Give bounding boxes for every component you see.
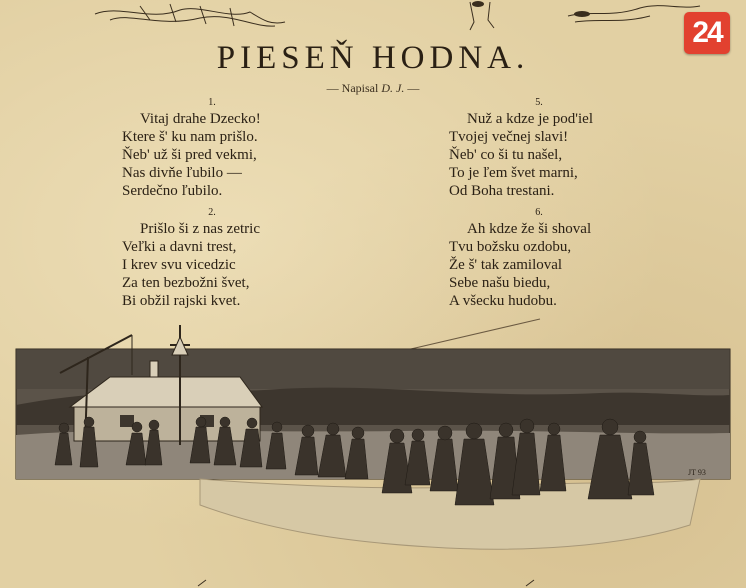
poem-line: Ktere š' ku nam prišlo. <box>122 129 258 145</box>
artist-signature: JT 93 <box>688 468 706 477</box>
poem-line: Ňeb' už ši pred vekmi, <box>122 147 257 163</box>
poem-line: Nas divňe ľubilo — <box>122 165 242 181</box>
poem-line: Ňeb' co ši tu našel, <box>449 147 563 163</box>
stanza-1 <box>122 97 322 200</box>
poem-line: Tvojej večnej slavi! <box>449 129 569 145</box>
stanza-number: 1. <box>208 97 216 108</box>
bottom-edge-marks <box>0 578 746 588</box>
site-logo-24: 24 <box>684 12 730 54</box>
stanza-number: 5. <box>535 97 543 108</box>
stanza-2 <box>122 207 322 310</box>
poem-line: Bi obžil rajski kvet. <box>122 293 241 309</box>
poem-line: Od Boha trestani. <box>449 183 555 199</box>
top-ornament-illustration <box>0 0 746 34</box>
poem-line: Prišlo ši z nas zetric <box>140 221 260 237</box>
stanza-6 <box>449 207 649 310</box>
byline-prefix: — Napisal <box>326 81 379 95</box>
poem-line: Serdečno ľubilo. <box>122 183 223 199</box>
poem-line: Ah kdze že ši shoval <box>467 221 592 237</box>
poem-line: Tvu božsku ozdobu, <box>449 239 572 255</box>
poem-line: To je ľem švet marni, <box>449 165 578 181</box>
poem-line: I krev svu vicedzic <box>122 257 236 273</box>
poem-line: Nuž a kdze je pod'iel <box>467 111 593 127</box>
stanza-number: 6. <box>535 207 543 218</box>
poem-line: A všecku hudobu. <box>449 293 557 309</box>
poem-line: Vitaj drahe Dzecko! <box>140 111 261 127</box>
poem-line: Sebe našu biedu, <box>449 275 551 291</box>
poem-title: PIESEŇ HODNA. <box>216 40 530 76</box>
poem-line: Veľki a davni trest, <box>122 239 237 255</box>
stanza-5 <box>449 97 649 200</box>
stanza-number: 2. <box>208 207 216 218</box>
poem-line: Že š' tak zamiloval <box>449 257 563 273</box>
byline <box>0 81 746 96</box>
author-initials: D. J. <box>381 81 405 95</box>
poem-line: Za ten bezbožni švet, <box>122 275 250 291</box>
byline-suffix: — <box>407 81 420 95</box>
village-procession-illustration <box>0 315 746 575</box>
